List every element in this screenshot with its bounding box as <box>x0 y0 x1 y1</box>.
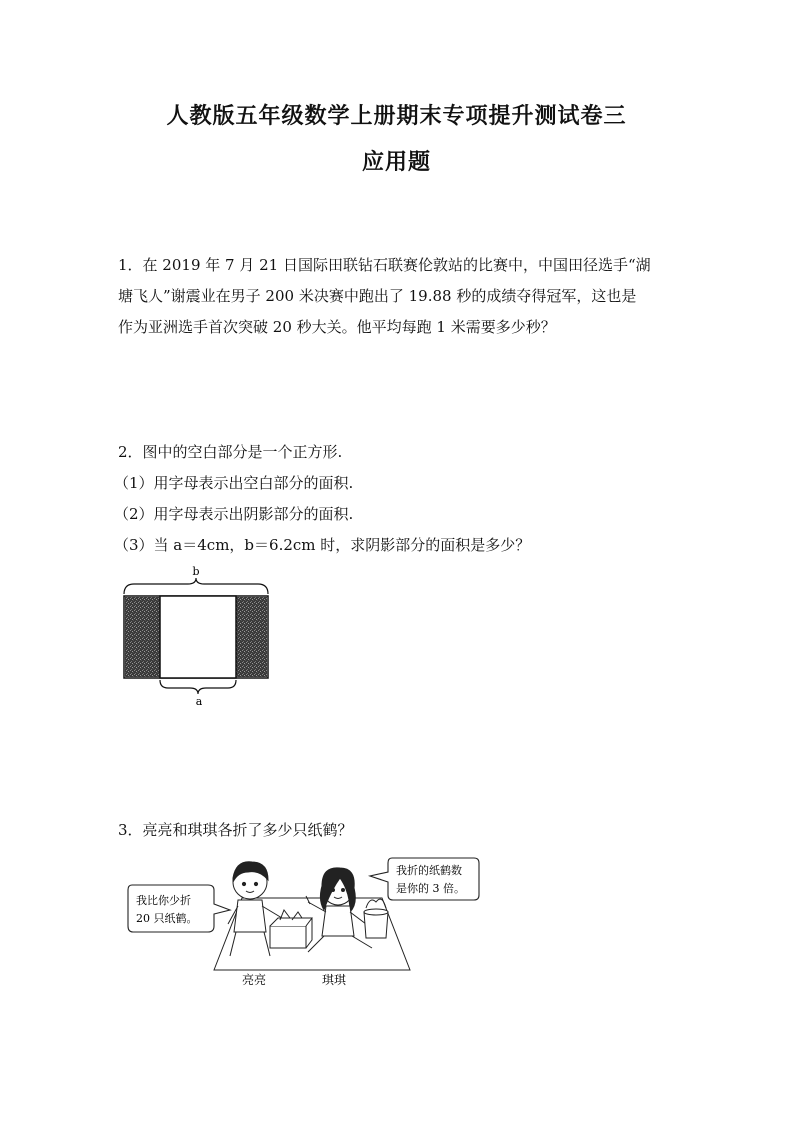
question-2-part-3: （3）当 a＝4cm，b＝6.2cm 时，求阴影部分的面积是多少？ <box>114 536 531 554</box>
top-brace <box>124 578 268 594</box>
left-speech-bubble <box>128 885 230 932</box>
document-subtitle: 应用题 <box>361 150 431 175</box>
question-2-part-1: （1）用字母表示出空白部分的面积. <box>114 474 354 492</box>
name-qiqi: 琪琪 <box>321 973 347 987</box>
crane-box <box>270 910 312 948</box>
question-3-stem: 3．亮亮和琪琪各折了多少只纸鹤？ <box>118 821 353 839</box>
right-speech-bubble <box>370 858 479 900</box>
right-bubble-line-1: 我折的纸鹤数 <box>396 864 462 877</box>
shaded-region-left <box>125 597 160 677</box>
bottom-brace <box>160 680 236 694</box>
right-bubble-line-2: 是你的 3 倍。 <box>396 882 465 895</box>
question-1-line-2: 塘飞人”谢震业在男子 200 米决赛中跑出了 19.88 秒的成绩夺得冠军，这也是 <box>118 287 637 305</box>
question-1-line-1: 1．在 2019 年 7 月 21 日国际田联钻石联赛伦敦站的比赛中，中国田径选手“湖 <box>118 256 651 274</box>
label-a: a <box>195 695 203 708</box>
shaded-region-right <box>236 597 267 677</box>
left-bubble-line-1: 我比你少折 <box>136 894 191 907</box>
rectangle-square-figure <box>118 562 278 712</box>
white-square <box>160 596 236 678</box>
question-1-line-3: 作为亚洲选手首次突破 20 秒大关。他平均每跑 1 米需要多少秒？ <box>118 318 556 336</box>
question-2-stem: 2．图中的空白部分是一个正方形. <box>118 443 343 461</box>
document-title: 人教版五年级数学上册期末专项提升测试卷三 <box>166 104 627 129</box>
name-liangliang: 亮亮 <box>241 973 267 987</box>
paper-crane-illustration <box>120 852 485 987</box>
question-1 <box>118 250 688 343</box>
label-b: b <box>192 565 200 578</box>
girl-character <box>306 868 372 952</box>
question-2-part-2: （2）用字母表示出阴影部分的面积. <box>114 505 354 523</box>
left-bubble-line-2: 20 只纸鹤。 <box>136 912 198 925</box>
